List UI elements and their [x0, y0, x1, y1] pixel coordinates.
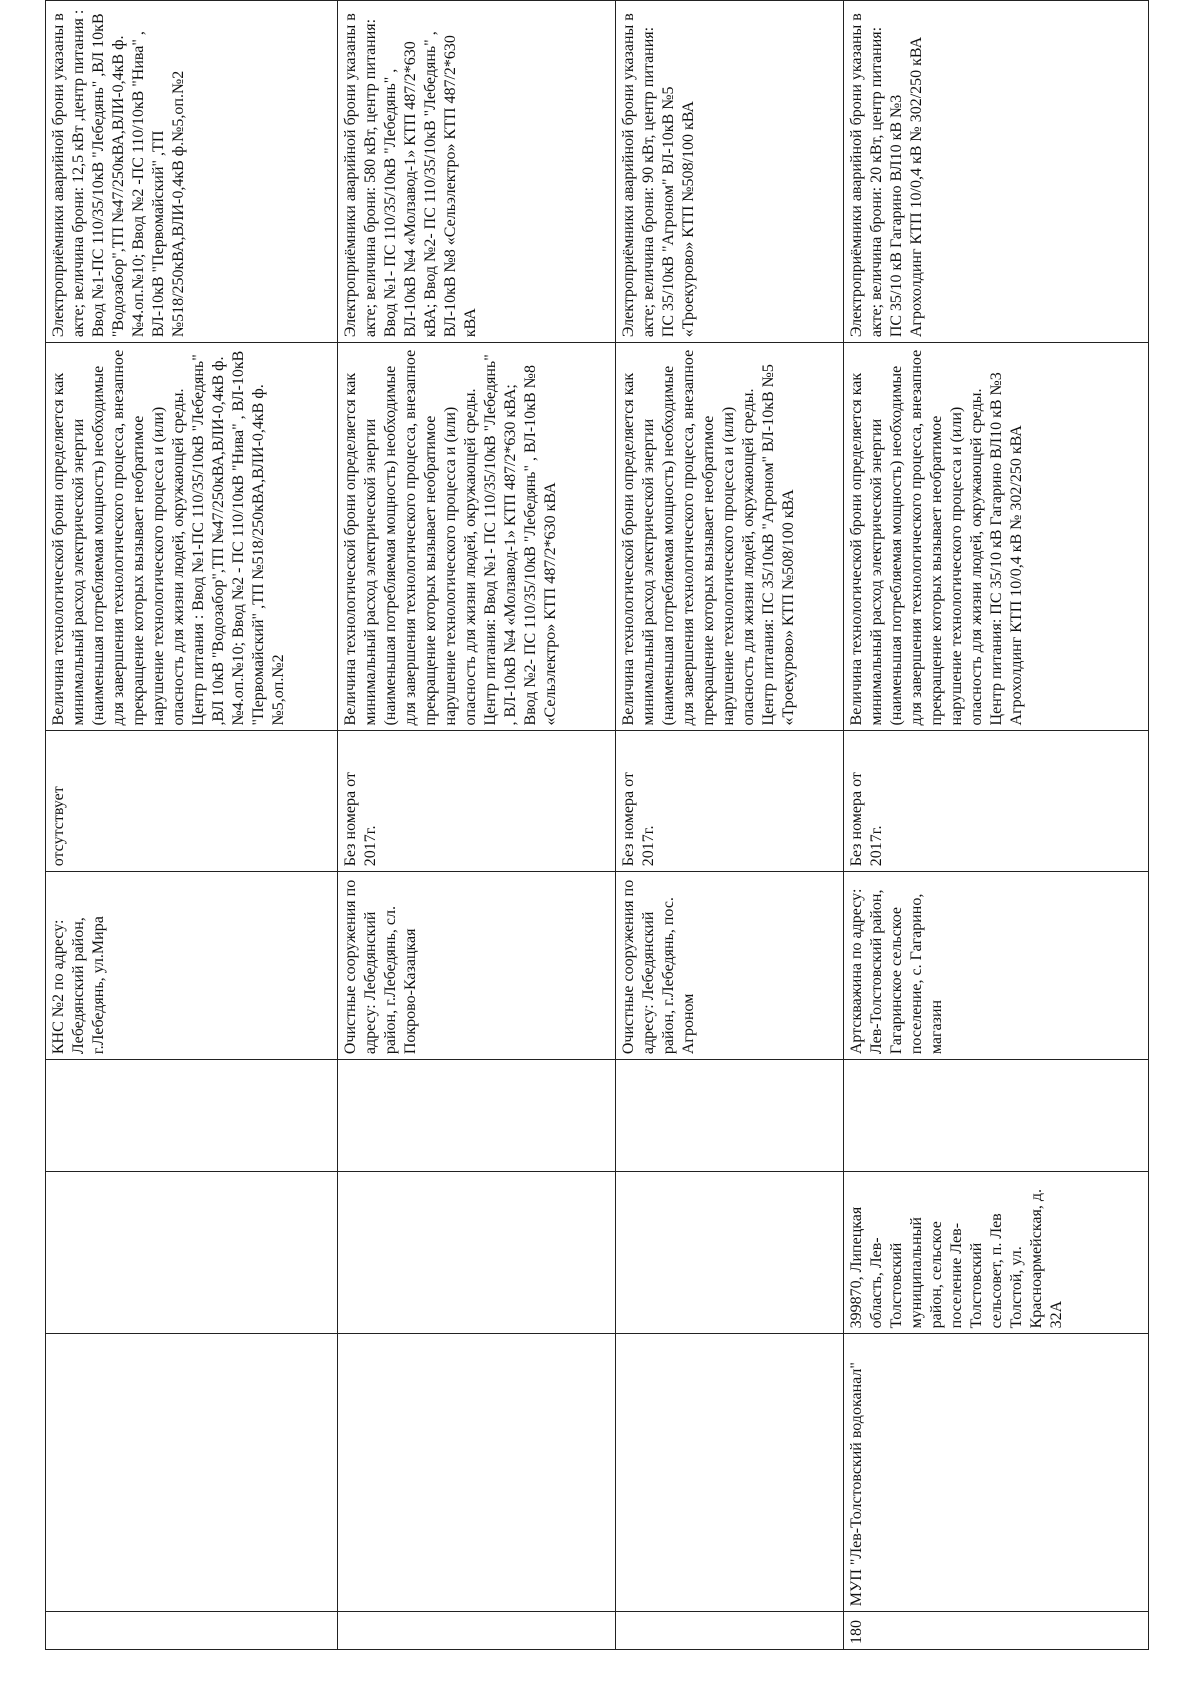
row-number-cell: 180: [844, 1612, 1149, 1650]
emergency-reserve-cell: Электроприёмники аварийной брони указаны в акте; величина брони: 20 кВт, центр питания: ПС 35/10 кВ Гагарино ВЛ10 кВ №3 Агрохолдинг КТП 10/0,4 кВ № 302/250 кВА: [844, 1, 1149, 343]
table-row: [616, 1, 844, 1650]
act-cell: отсутствует: [46, 731, 338, 872]
tech-reserve-cell: Величина технологической брони определяется как минимальный расход электрической энергии (наименьшая потребляемая мощность) необходимые для завершения технологического процесса, внезапное прекращение которых вызывает необратимое нарушение технологического процесса и (или) опасность для жизни людей, окружающей среды. Центр питания : Ввод №1-ПС 110/35/10кВ "Лебедянь" ,ВЛ 10кВ "Водозабор",ТП №47/250кВА,ВЛИ-0,4кВ ф.№4.оп.№10; Ввод №2 - ПС 110/10кВ "Нива" , ВЛ-10кВ "Первомайский" ,ТП №518/250кВА,ВЛИ-0,4кВ ф.№5,оп.№2: [46, 343, 338, 731]
row-number-cell: [616, 1612, 844, 1650]
object-cell: КНС №2 по адресу: Лебедянский район, г.Лебедянь, ул.Мира: [46, 872, 338, 1060]
tech-reserve-cell: Величина технологической брони определяется как минимальный расход электрической энергии (наименьшая потребляемая мощность) необходимые для завершения технологического процесса, внезапное прекращение которых вызывает необратимое нарушение технологического процесса и (или) опасность для жизни людей, окружающей среды. Центр питания: ПС 35/10кВ "Агроном" ВЛ-10кВ №5 «Троекурово» КТП №508/100 кВА: [616, 343, 844, 731]
spacer-cell: [616, 1060, 844, 1172]
row-number-cell: [338, 1612, 616, 1650]
spacer-cell: [844, 1060, 1149, 1172]
emergency-reserve-cell: Электроприёмники аварийной брони указаны в акте; величина брони: 90 кВт, центр питания: ПС 35/10кВ "Агроном" ВЛ-10кВ №5 «Троекурово» КТП №508/100 кВА: [616, 1, 844, 343]
emergency-reserve-cell: Электроприёмники аварийной брони указаны в акте; величина брони: 12,5 кВт ,центр питания : Ввод №1-ПС 110/35/10кВ "Лебедянь" ,ВЛ 10кВ "Водозабор",ТП №47/250кВА,ВЛИ-0,4кВ ф.№4.оп.№10; Ввод №2 -ПС 110/10кВ "Нива" , ВЛ-10кВ "Первомайский" ,ТП №518/250кВА,ВЛИ-0,4кВ ф.№5,оп.№2: [46, 1, 338, 343]
organization-cell: [616, 1334, 844, 1612]
table-row: [338, 1, 616, 1650]
object-cell: Очистные сооружения по адресу: Лебедянский район, г.Лебедянь, пос. Агроном: [616, 872, 844, 1060]
spacer-cell: [338, 1060, 616, 1172]
address-cell: [46, 1171, 338, 1334]
tech-reserve-cell: Величина технологической брони определяется как минимальный расход электрической энергии (наименьшая потребляемая мощность) необходимые для завершения технологического процесса, внезапное прекращение которых вызывает необратимое нарушение технологического процесса и (или) опасность для жизни людей, окружающей среды. Центр питания: ПС 35/10 кВ Гагарино ВЛ10 кВ №3 Агрохолдинг КТП 10/0,4 кВ № 302/250 кВА: [844, 343, 1149, 731]
spacer-cell: [46, 1060, 338, 1172]
organization-cell: [338, 1334, 616, 1612]
organization-cell: [46, 1334, 338, 1612]
act-cell: Без номера от 2017г.: [338, 731, 616, 872]
reserve-table: [45, 0, 1149, 1650]
object-cell: Очистные сооружения по адресу: Лебедянский район, г.Лебедянь, сл. Покрово-Казацкая: [338, 872, 616, 1060]
organization-cell: МУП "Лев-Толстовский водоканал": [844, 1334, 1149, 1612]
address-cell: 399870, Липецкая область, Лев-Толстовский муниципальный район, сельское поселение Лев-Толстовский сельсовет, п. Лев Толстой, ул. Красноармейская, д. 32А: [844, 1171, 1149, 1334]
tech-reserve-cell: Величина технологической брони определяется как минимальный расход электрической энергии (наименьшая потребляемая мощность) необходимые для завершения технологического процесса, внезапное прекращение которых вызывает необратимое нарушение технологического процесса и (или) опасность для жизни людей, окружающей среды. Центр питания: Ввод №1- ПС 110/35/10кВ "Лебедянь" , ВЛ-10кВ №4 «Молзавод-1» КТП 487/2*630 кВА; Ввод №2- ПС 110/35/10кВ "Лебедянь" , ВЛ-10кВ №8 «Сельэлектро» КТП 487/2*630 кВА: [338, 343, 616, 731]
act-cell: Без номера от 2017г.: [616, 731, 844, 872]
table-row: [844, 1, 1149, 1650]
emergency-reserve-cell: Электроприёмники аварийной брони указаны в акте; величина брони: 580 кВт, центр питания: Ввод №1- ПС 110/35/10кВ "Лебедянь" , ВЛ-10кВ №4 «Молзавод-1» КТП 487/2*630 кВА; Ввод №2- ПС 110/35/10кВ "Лебедянь" , ВЛ-10кВ №8 «Сельэлектро» КТП 487/2*630 кВА: [338, 1, 616, 343]
address-cell: [616, 1171, 844, 1334]
act-cell: Без номера от 2017г.: [844, 731, 1149, 872]
object-cell: Артскважина по адресу: Лев-Толстовский район, Гагаринское сельское поселение, с. Гагарино, магазин: [844, 872, 1149, 1060]
table-row: [46, 1, 338, 1650]
address-cell: [338, 1171, 616, 1334]
row-number-cell: [46, 1612, 338, 1650]
